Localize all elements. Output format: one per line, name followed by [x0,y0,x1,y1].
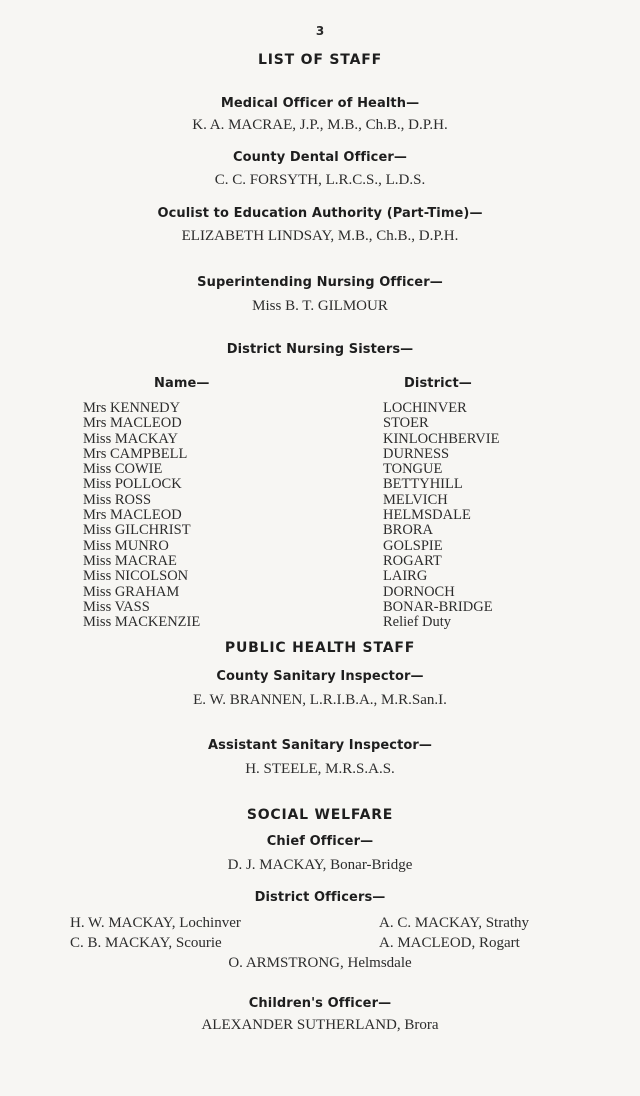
nurse-name: Miss VASS [83,598,150,615]
dental-officer-name: C. C. FORSYTH, L.R.C.S., L.D.S. [214,172,426,188]
nurse-district: DORNOCH [383,583,455,600]
nurse-district: LAIRG [383,568,428,585]
nurse-district: BETTYHILL [383,476,463,493]
sanitary-inspector-name: E. W. BRANNEN, L.R.I.B.A., M.R.San.I. [193,692,447,708]
nurse-name: Miss NICOLSON [83,568,189,585]
childrens-officer-name: ALEXANDER SUTHERLAND, Brora [201,1017,439,1033]
medical-officer-role: Medical Officer of Health— [220,96,420,111]
nursing-sisters-heading: District Nursing Sisters— [226,342,414,357]
nurse-name-list [83,401,200,630]
nurse-district: KINLOCHBERVIE [383,430,500,447]
nurse-name: Miss GILCHRIST [83,522,191,539]
nurse-name: Mrs MACLEOD [83,415,182,432]
nurse-district: ROGART [383,552,442,569]
nurse-name: Miss MACKAY [83,430,178,447]
assistant-inspector-role: Assistant Sanitary Inspector— [207,738,433,753]
nursing-officer-name: Miss B. T. GILMOUR [252,298,388,314]
oculist-name: ELIZABETH LINDSAY, M.B., Ch.B., D.P.H. [181,228,459,244]
nurse-district: GOLSPIE [383,537,443,554]
nurse-district: BONAR-BRIDGE [383,598,493,615]
nurse-name: Miss COWIE [83,461,163,478]
nurse-name: Miss MACKENZIE [83,614,201,631]
sanitary-inspector-role: County Sanitary Inspector— [216,669,424,684]
page-number: 3 [315,24,325,38]
assistant-inspector-name: H. STEELE, M.R.S.A.S. [245,761,395,777]
district-officer-center: O. ARMSTRONG, Helmsdale [228,955,412,971]
nurse-district: Relief Duty [383,614,452,631]
page-title: LIST OF STAFF [258,52,382,68]
nurse-district: MELVICH [383,491,448,508]
nurse-name: Mrs KENNEDY [83,400,181,416]
medical-officer-name: K. A. MACRAE, J.P., M.B., Ch.B., D.P.H. [192,117,448,133]
public-health-heading: PUBLIC HEALTH STAFF [224,640,416,656]
nurse-name: Miss MACRAE [83,552,177,569]
nurse-name: Mrs CAMPBELL [83,445,188,462]
nurse-district-list [383,401,499,630]
district-officer-right: A. C. MACKAY, Strathy [379,915,530,931]
nurse-name: Miss POLLOCK [83,476,182,493]
nurse-name: Mrs MACLEOD [83,507,182,524]
district-officers-heading: District Officers— [254,890,386,905]
dental-officer-role: County Dental Officer— [233,150,407,165]
column-header-district: District— [404,376,472,391]
nurse-district: BRORA [383,522,433,539]
chief-officer-role: Chief Officer— [266,834,374,849]
nurse-name: Miss ROSS [83,491,152,508]
nurse-name: Miss GRAHAM [83,583,180,600]
oculist-role: Oculist to Education Authority (Part-Time)— [157,206,483,221]
column-header-name: Name— [154,376,210,391]
nurse-district: TONGUE [383,461,443,478]
social-welfare-heading: SOCIAL WELFARE [246,807,394,823]
nurse-district: LOCHINVER [383,400,467,416]
nurse-district: STOER [383,415,429,432]
nurse-district: HELMSDALE [383,507,471,524]
district-officer-left: C. B. MACKAY, Scourie [70,935,222,951]
nursing-officer-role: Superintending Nursing Officer— [197,275,443,290]
district-officer-left: H. W. MACKAY, Lochinver [70,915,241,931]
childrens-officer-role: Children's Officer— [248,996,392,1011]
district-officer-right: A. MACLEOD, Rogart [379,935,520,951]
chief-officer-name: D. J. MACKAY, Bonar-Bridge [227,857,413,873]
nurse-district: DURNESS [383,445,450,462]
nurse-name: Miss MUNRO [83,537,169,554]
